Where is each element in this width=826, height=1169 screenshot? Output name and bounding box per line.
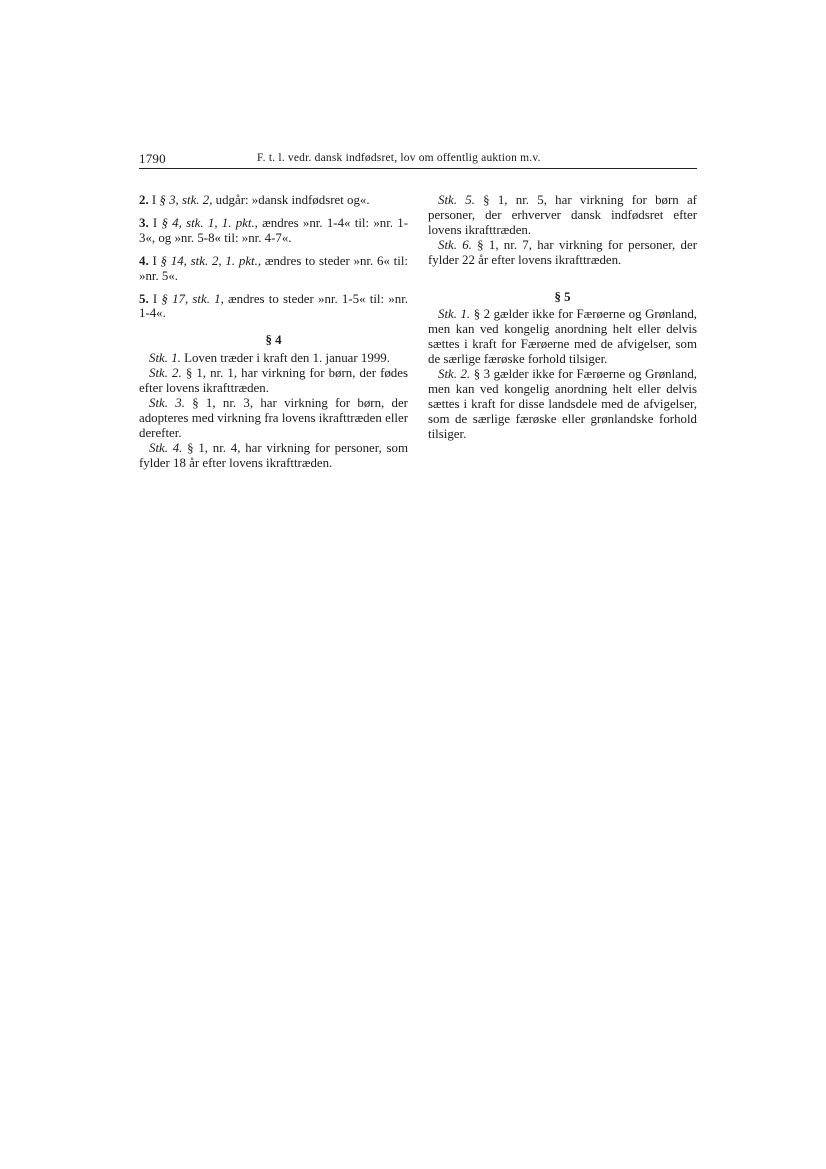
item-number: 4. [139, 253, 149, 268]
stk-text: Loven træder i kraft den 1. januar 1999. [180, 351, 390, 366]
item-pre: I [148, 193, 160, 207]
header-rule [139, 168, 697, 169]
item-pre: I [148, 291, 162, 306]
item-reference: § 4, stk. 1, 1. pkt., [161, 215, 258, 230]
stk-text: § 1, nr. 5, har virkning for børn af personer, der erhverver dansk indfødsret efter lovens ikrafttræden. [428, 193, 697, 237]
running-head: F. t. l. vedr. dansk indfødsret, lov om offentlig auktion m.v. [257, 152, 541, 164]
item-text: ændres to steder »nr. 1-5« til: »nr. 1-4«. [139, 291, 408, 321]
item-text: ændres »nr. 1-4« til: »nr. 1-3«, og »nr. 5-8« til: »nr. 4-7«. [139, 215, 408, 245]
stk-text: § 1, nr. 7, har virkning for personer, der fylder 22 år efter lovens ikrafttræden. [428, 237, 697, 267]
item-pre: I [148, 253, 161, 268]
amendment-item-3 [139, 216, 408, 246]
amendment-item-5 [139, 292, 408, 322]
item-text: udgår: »dansk indfødsret og«. [212, 193, 370, 207]
stk-label: Stk. 3. [149, 395, 185, 410]
stk-text: § 3 gælder ikke for Færøerne og Grønland, men kan ved kongelig anordning helt eller delvis sættes i kraft for disse landsdele med de afvigelser, som de særlige færøske eller grønlandske forhold tilsiger. [428, 367, 697, 441]
section-4-heading: § 4 [265, 333, 282, 348]
section-4-stk-1 [139, 351, 408, 366]
stk-label: Stk. 1. [438, 307, 471, 322]
section-4-stk-2 [139, 366, 408, 396]
stk-text: § 1, nr. 1, har virkning for børn, der fødes efter lovens ikrafttræden. [139, 366, 408, 396]
left-column [139, 193, 408, 471]
amendment-item-4 [139, 254, 408, 284]
stk-label: Stk. 1. [149, 351, 181, 366]
section-4-stk-6 [428, 238, 697, 268]
item-reference: § 14, stk. 2, 1. pkt., [160, 253, 262, 268]
stk-text: § 1, nr. 3, har virkning for børn, der adopteres med virkning fra lovens ikrafttræden eller derefter. [139, 395, 408, 440]
stk-label: Stk. 5. [438, 193, 475, 207]
stk-text: § 1, nr. 4, har virkning for personer, som fylder 18 år efter lovens ikrafttræden. [139, 440, 408, 470]
stk-label: Stk. 4. [149, 440, 183, 455]
right-column [428, 193, 697, 442]
amendment-item-2 [139, 193, 408, 208]
item-number: 5. [139, 291, 149, 306]
section-5-heading: § 5 [554, 289, 571, 304]
item-number: 2. [139, 193, 149, 207]
stk-label: Stk. 2. [438, 367, 471, 382]
stk-label: Stk. 6. [438, 237, 472, 252]
item-number: 3. [139, 215, 149, 230]
stk-label: Stk. 2. [149, 366, 182, 381]
section-4-stk-5 [428, 193, 697, 238]
section-5-stk-1 [428, 307, 697, 367]
stk-text: § 2 gælder ikke for Færøerne og Grønland, men kan ved kongelig anordning helt eller delvis sættes i kraft for Færøerne med de afvigelser, som de særlige færøske forhold tilsiger. [428, 307, 697, 367]
section-4-stk-3 [139, 396, 408, 441]
item-text: ændres to steder »nr. 6« til: »nr. 5«. [139, 253, 408, 283]
item-reference: § 3, stk. 2, [159, 193, 213, 207]
page-number: 1790 [139, 151, 166, 166]
section-4-stk-4 [139, 441, 408, 471]
section-5-stk-2 [428, 367, 697, 442]
item-pre: I [148, 215, 162, 230]
item-reference: § 17, stk. 1, [161, 291, 224, 306]
